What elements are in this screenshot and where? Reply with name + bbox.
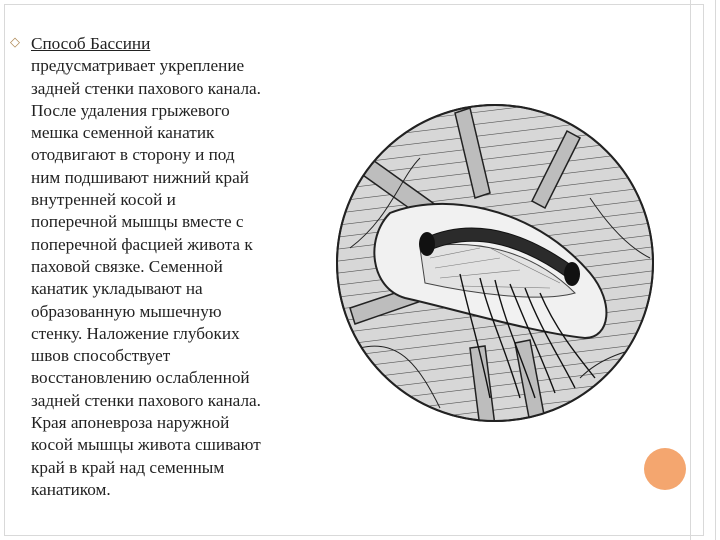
surgical-illustration (330, 98, 660, 428)
accent-circle (644, 448, 686, 490)
paragraph-lead: Способ Бассини (31, 34, 151, 53)
hollow-diamond-bullet-icon: ◇ (10, 35, 20, 50)
slide-side-rail (690, 0, 716, 540)
slide-paragraph (31, 33, 341, 501)
paragraph-body: предусматривает укрепление задней стенки пахового канала. После удаления грыжевого мешка семенной канатик отодвигают в сторону и под ним подшивают нижний край внутренней косой и поперечной мышцы вместе с поперечной фасцией живота к паховой связке. Семенной канатик укладывают на образованную мышечную стенку. Наложение глубоких швов способствует восстановлению ослабленной задней стенки пахового канала. Края апоневроза наружной косой мышцы живота сшивают край в край над семенным канатиком. (31, 56, 261, 499)
